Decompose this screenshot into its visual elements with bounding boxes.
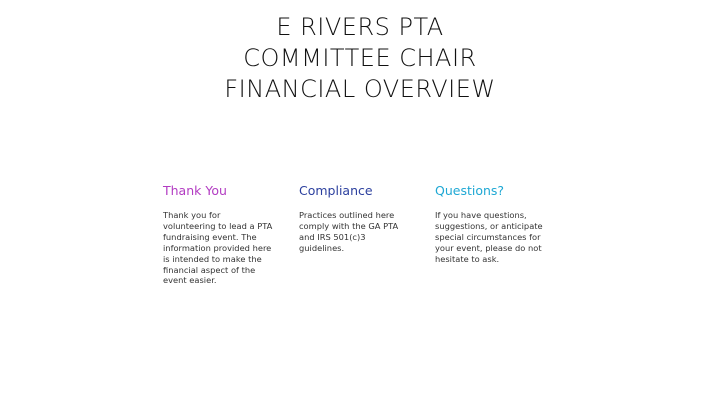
title-line-1: E RIVERS PTA (276, 13, 444, 41)
compliance-column (299, 183, 411, 254)
questions-heading: Questions? (435, 183, 505, 198)
title-line-3: FINANCIAL OVERVIEW (224, 75, 496, 103)
thank-you-heading: Thank You (163, 183, 227, 198)
title-line-2: COMMITTEE CHAIR (243, 44, 477, 72)
compliance-heading: Compliance (299, 183, 373, 198)
slide-title (60, 12, 660, 105)
questions-column (435, 183, 547, 265)
questions-text: If you have questions, suggestions, or anticipate special circumstances for your event, please do not hesitate to ask. (435, 210, 543, 264)
compliance-text: Practices outlined here comply with the GA PTA and IRS 501(c)3 guidelines. (299, 210, 399, 253)
thank-you-text: Thank you for volunteering to lead a PTA fundraising event. The information provided here is intended to make the financial aspect of the event easier. (163, 210, 273, 286)
thank-you-column (163, 183, 275, 286)
